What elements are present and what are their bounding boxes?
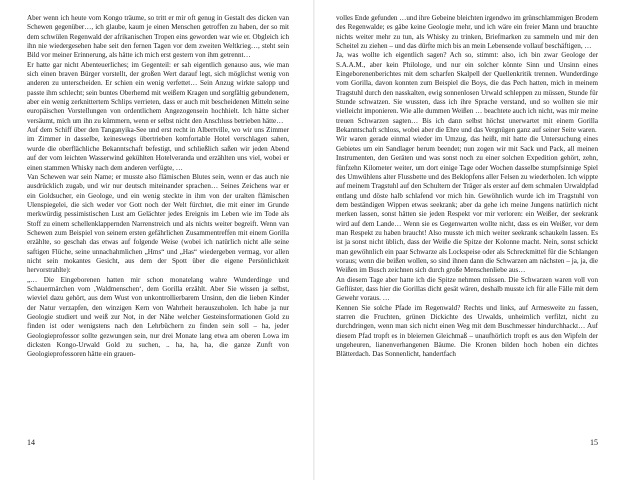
right-paragraph-5: Kennen Sie solche Pfade im Regenwald? Rechts und links, auf Armesweite zu fassen, starren die Fruchten, grünen Dickichte des Urwalds, unheimlich verfilzt, nicht zu durchdringen, wenn man sich nicht einen Weg mit dem Buschmesser hindurchhackt… Auf diesem Pfad tropft es in bleiernen Gleichmaß – unaufhörlich tropft es aus den Wipfeln der ungeheuren, lianenverhangenen Bäume. Die Kronen bilden hoch hoben ein dichtes Blätterdach. Das Sonnenlicht, handertfach xyxy=(336,303,598,359)
right-paragraph-2: Ja, was wollte ich eigentlich sagen? Ach so, stimmt: also, ich bin zwar Geologe der S.A.A.M., aber kein Philologe, und nur ein solcher könnte Sinn und Unsinn eines Eingeborenenberichtes mit dem scharfen Skalpell der Quellenkritik trennen. Wunderdinge vom Gorilla, davon konnten zum Beispiel die Boys, die das Pech hatten, mich in meinem Tragstuhl durch den nasskalten, ewig sonnenlosen Urwald schleppen zu müssen, Stunde für Stunde schwatzen. Sie wussten, dass ich ihre Sprache verstand, und so wollten sie mir vielleicht imponieren. Wie alle dummen Weißen … beachtete auch ich nicht, was mir meine treuen Schwarzen sagten… Bis ich dann selbst höchst unerwartet mit einem Gorilla Bekanntschaft schloss, wobei aber die Ehre und das Vergnügen ganz auf seiner Seite waren. xyxy=(336,51,598,135)
left-paragraph-1: Aber wenn ich heute vom Kongo träume, so tritt er mir oft genug in Gestalt des dicken van Schewen gegenüber…, ich glaube, kaum je einen Menschen getroffen zu haben, der so mit dem schwülen Regenwald der afrikanischen Tropen eins geworden war wie er. Obgleich ich ihn nie wiedergesehen habe seit den fernen Tagen vor dem zweiten Weltkrieg…, steht sein Bild vor meiner Erinnerung, als hätte ich mich erst gestern von ihm getrennt… xyxy=(27,14,289,60)
right-paragraph-4: An diesem Tage aber hatte ich die Spitze nehmen müssen. Die Schwarzen waren voll von Geflüster, dass hier die Gorillas dicht gesät wären, deshalb musste ich für alle Fälle mit dem Gewehr voraus. … xyxy=(336,275,598,303)
left-paragraph-5: „… Die Eingeborenen hatten mir schon monatelang wahre Wunderdinge und Schauermärchen vom ‚Waldmenschen‘, dem Gorilla erzählt. Aber Sie wissen ja selbst, wieviel dazu gehört, aus dem Wust von unkontrollierbarem Unsinn, den die lieben Kinder der Natur verzapfen, den winzigen Kern von Wahrheit herauszuholen. Ich habe ja nur Geologie studiert und weiß zur Not, in der Nähe welcher Gesteinsformationen Gold zu finden ist oder wenigstens nach den Lehrbüchern zu finden sein soll – ha, jeder Geologieprofessor sollte gezwungen sein, nur drei Monate lang etwa am oberen Lowa im dicksten Kongo-Urwald Gold zu suchen, .. ha, ha, ha, die ganze Zunft von Geologieprofessoren hätte ein grauen- xyxy=(27,275,289,359)
right-page xyxy=(336,14,598,434)
left-paragraph-2: Er hatte gar nicht Abenteuerliches; im Gegenteil: er sah eigentlich genauso aus, wie man sich einen braven Bürger vorstellt, der großen Wert darauf legt, sich möglichst wenig von anderen zu unterscheiden. Er schien ein wenig verfettet… Sein Anzug wirkte salopp und passte ihm schlecht; sein buntes Oberhemd mit weißem Kragen und sorgfältig gebundenem, aber ein wenig zerknittertem Schlips verrieten, dass er auch mit bescheidenen Mitteln seine europäischen Vorstellungen von ordentlichem Angezogensein hochhielt. Ich hätte sicher versäumt, mich um ihn zu kümmern, wenn er selbst nicht den Anschluss betrieben hätte… xyxy=(27,60,289,125)
left-paragraph-3: Auf dem Schiff über den Tanganyika-See und erst recht in Albertville, wo wir uns Zimmer im Zimmer in dasselbe, keineswegs übertrieben komfortable Hotel verschlagen sahen, wurde die oberflächliche Bekanntschaft befestigt, und schließlich saßen wir jeden Abend auf der vom leichten Wasserwind gekühlten Hotelveranda und erzählten uns viel, wobei er einen stammen Whisky nach dem anderen verfügte, … xyxy=(27,126,289,172)
left-page-number: 14 xyxy=(27,438,35,447)
right-page-number: 15 xyxy=(590,438,598,447)
right-paragraph-3: Wir waren gerade einmal wieder im Umzug, das heißt, mit hatte die Untersuchung eines Gebietes um ein Sandlager herum beendet; nun zogen wir mit Sack und Pack, all meinen Instrumenten, den Geräten und was sonst noch zu einer solchen Expedition gehört, zehn, fünfzehn Kilometer weiter, um dort einige Tage oder Wochen dasselbe stumpfsinnige Spiel des Umwühlens alter Flussbette und des Beklopfens aller Felsen zu wiederholen. Ich wippte auf meinem Tragstuhl auf den Schultern der Träger als erster auf dem schmalen Urwaldpfad entlang und döste halb schlafend vor mich hin. Gewöhnlich wurde ich im Tragstuhl von dem beständigen Wippen etwas seekrank; aber da gehe ich meine Jungens natürlich nicht merken lassen, sonst hätten sie jeden Respekt vor mir verloren: ein Weißer, der seekrank wird auf dem Lande… Wenn sie es Gegenwarten wollte nicht, dass es ein Weißer, vor dem man Respekt zu haben braucht! Also musste ich mich weiter seekrank schaukeln lassen. Es ist ja sonst nicht üblich, dass der Weiße die Spitze der Kolonne macht. Nein, sonst schickt man gewöhnlich ein paar Schwarze als Lockspeise oder als Schreckmittel für die Schlangen voraus; wenn die beißen wollen, so sind ihnen dann die Schwarzen am nächsten – ja, ja, die Weißen im Busch zeichnen sich durch große Menschenliebe aus… xyxy=(336,135,598,275)
left-paragraph-4: Van Schewen war sein Name; er musste also flämischen Blutes sein, wenn er das auch nie ausdrücklich zugab, und wir nur deutsch miteinander sprachen… Seines Zeichens war er ein Goldsucher, ein Geologe, und ein wenig steckte in ihm von der uralten flämischen Ulenspiegelei, die sich weder vor Gott noch der Welt fürchtet, die mit einer im Grunde merkwürdig pessimistischen Lust am Gelächter jedes Ereignis im Leben wie im Tode als Stoff zu einem schellenklappernden Narrenstreich und als nichts weiter begreift. Wenn van Schewen zum Beispiel von seinem ersten gefährlichen Zusammentreffen mit einem Gorilla erzählte, so geschah das etwas auf folgende Weise (wobei ich natürlich nicht alle seine saftigen Flüche, seine unnachahmlichen „Hms“ und „Has“ wiedergeben vermag, vor allen nicht sein mokantes Gesicht, aus dem der Spott über die eigene Persönlichkeit hervorstrahlte): xyxy=(27,172,289,275)
right-paragraph-1: volles Ende gefunden …und ihre Gebeine bleichten irgendwo im grünschlammigen Brodem des Regenwalde; es gäbe keine Geologie mehr, und ich wäre ein freier Mann und brauchte nichts weiter mehr zu tun, als Whisky zu trinken, Briefmarken zu sammeln und mir den Scheitel zu ziehen – und das dürfte mich bis an mein Lebensende vollauf beschäftigen, … xyxy=(336,14,598,51)
page-gutter xyxy=(313,0,315,480)
left-page xyxy=(27,14,289,434)
